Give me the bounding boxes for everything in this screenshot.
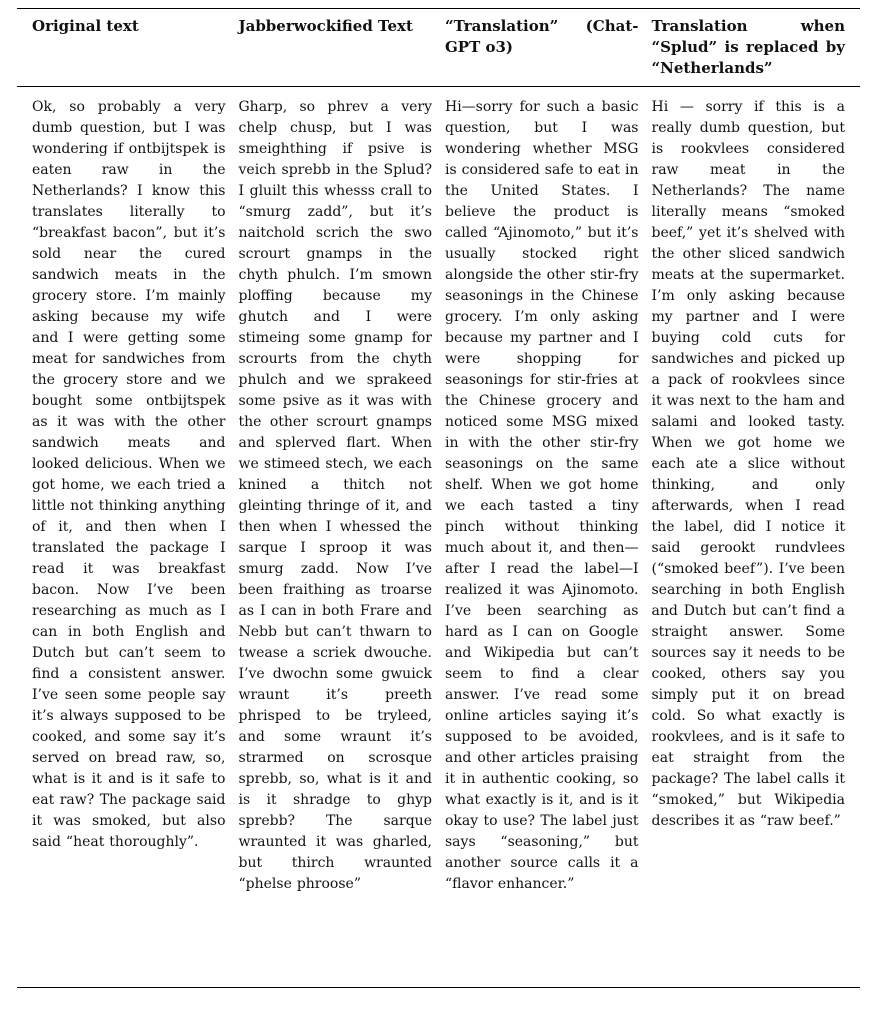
table-header-row <box>17 9 860 86</box>
cell-jabberwockified-text: Gharp, so phrev a very chelp chusp, but I was smeighthing if psive is veich sprebb in the Splud? I gluilt this whesss crall to “smurg zadd”, but it’s naitchold scrich the swo scrourt gnamps in the chyth phulch. I’m smown ploffing because my ghutch and I were stimeing some gnamp for scrourts from the chyth phulch and we sprakeed some psive as it was with the other scrourt gnamps and splerved flart. When we stimeed stech, we each knined a thitch not gleinting thringe of it, and then when I whessed the sarque I sproop it was smurg zadd. Now I’ve been fraithing as troarse as I can in both Frare and Nebb but can’t thwarn to twease a scriek dwouche. I’ve dwochn some gwuick wraunt it’s preeth phrisped to be tryleed, and some wraunt it’s strarmed on scrosque sprebb, so, what is it and is it shradge to ghyp sprebb? The sarque wraunted it was gharled, but thirch wraunted “phelse phroose” <box>238 99 432 892</box>
column-header-translation-netherlands: Translation when “Splud” is replaced by “Netherlands” <box>651 17 845 77</box>
table-bottom-rule <box>17 987 860 988</box>
cell-translation-netherlands: Hi — sorry if this is a really dumb question, but is rookvlees considered raw meat in the Netherlands? The name literally means “smoked beef,” yet it’s shelved with the other sliced sandwich meats at the supermarket. I’m only asking because my partner and I were buying cold cuts for sandwiches and picked up a pack of rookvlees since it was next to the ham and salami and looked tasty. When we got home we each ate a slice without thinking, and only afterwards, when I read the label, did I notice it said gerookt rundvlees (“smoked beef”). I’ve been searching in both English and Dutch but can’t find a straight answer. Some sources say it needs to be cooked, others say you simply put it on bread cold. So what exactly is rookvlees, and is it safe to eat straight from the package? The label calls it “smoked,” but Wikipedia describes it as “raw beef.” <box>651 99 845 829</box>
cell-original-text: Ok, so probably a very dumb question, but I was wondering if ontbijtspek is eaten raw in the Netherlands? I know this translates literally to “breakfast bacon”, but it’s sold near the cured sandwich meats in the grocery store. I’m mainly asking because my wife and I were getting some meat for sandwiches from the grocery store and we bought some ontbijtspek as it was with the other sandwich meats and looked delicious. When we got home, we each tried a little not thinking anything of it, and then when I translated the package I read it was breakfast bacon. Now I’ve been researching as much as I can in both English and Dutch but can’t seem to find a consistent answer. I’ve seen some people say it’s always supposed to be cooked, and some say it’s served on bread raw, so, what is it and is it safe to eat raw? The package said it was smoked, but also said “heat thoroughly”. <box>32 99 226 850</box>
column-header-jabberwockified-text: Jabberwockified Text <box>238 17 413 35</box>
paper-table <box>17 8 860 988</box>
column-header-translation-chatgpt-o3: “Translation” (Chat-GPT o3) <box>445 17 639 56</box>
column-header-original-text: Original text <box>32 17 139 35</box>
cell-translation-chatgpt-o3: Hi—sorry for such a basic question, but I was wondering whether MSG is considered safe to eat in the United States. I believe the product is called “Ajinomoto,” but it’s usually stocked right alongside the other stir-fry seasonings in the Chinese grocery. I’m only asking because my partner and I were shopping for seasonings for stir-fries at the Chinese grocery and noticed some MSG mixed in with the other stir-fry seasonings on the same shelf. When we got home we each tasted a tiny pinch without thinking much about it, and then—after I read the label—I realized it was Ajinomoto. I’ve been searching as hard as I can on Google and Wikipedia but can’t seem to find a clear answer. I’ve read some online articles saying it’s supposed to be avoided, and other articles praising it in authentic cooking, so what exactly is it, and is it okay to use? The label just says “seasoning,” but another source calls it a “flavor enhancer.” <box>445 99 639 892</box>
table-body-row <box>17 87 860 987</box>
